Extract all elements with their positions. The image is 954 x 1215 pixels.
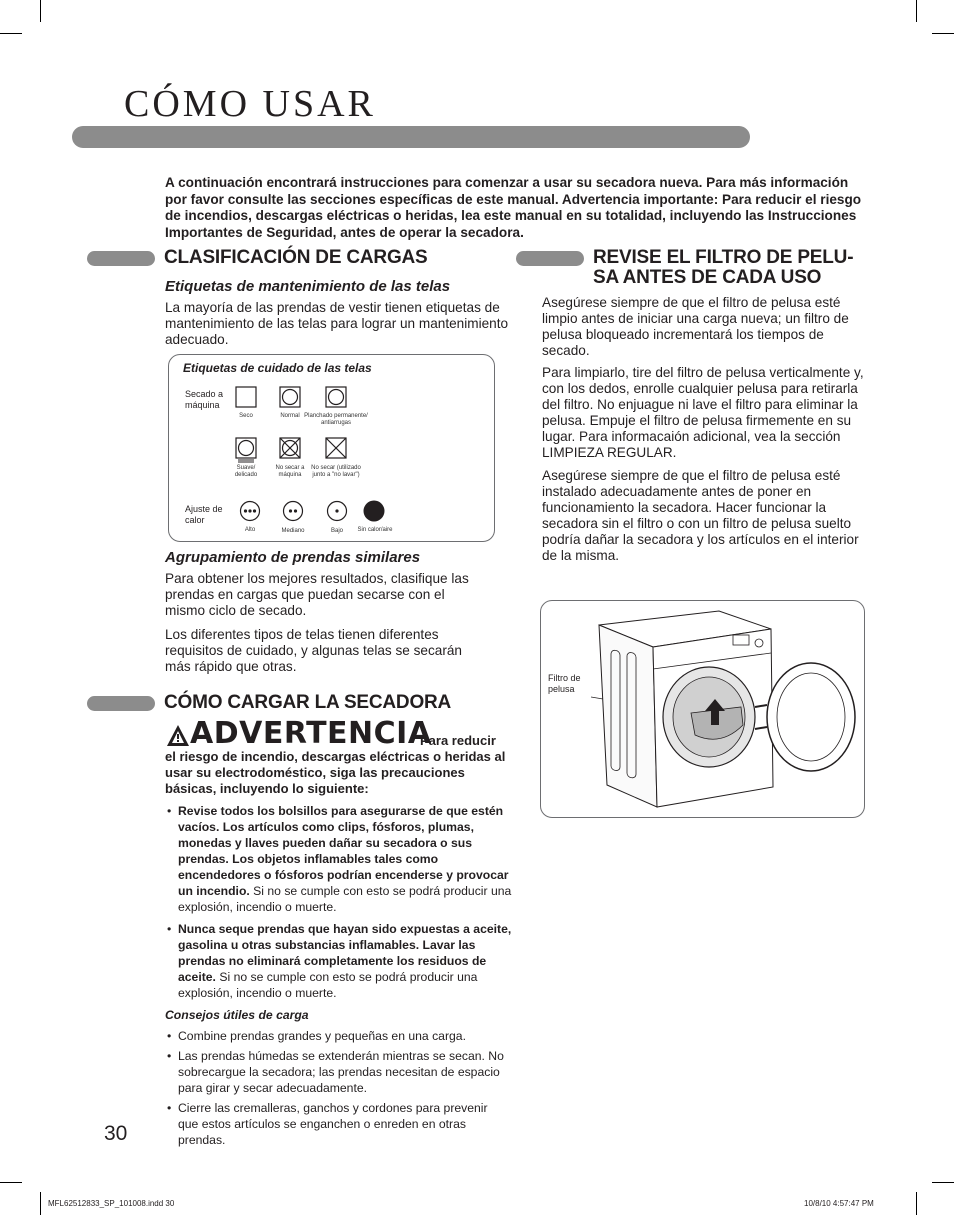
- grouping-paragraph-2: Los diferentes tipos de telas tienen diferentes requisitos de cuidado, y algunas telas se secarán más rápido que otras.: [165, 627, 462, 674]
- heat-label-high: Alto: [244, 527, 256, 533]
- warning-bullet: [165, 803, 513, 915]
- crop-mark: [40, 1192, 41, 1215]
- filter-heading: [593, 248, 853, 288]
- warning-intro-rest: el riesgo de incendio, descargas eléctricas o heridas al usar su electrodoméstico, siga las precauciones básicas, incluyendo lo siguiente:: [165, 749, 506, 796]
- grouping-paragraph-1: Para obtener los mejores resultados, clasifique las prendas en cargas que puedan secarse con el mismo ciclo de secado.: [165, 571, 469, 618]
- low-heat-icon: [326, 500, 348, 522]
- care-label-no-dry: No secar (utilizado junto a "no lavar"): [311, 465, 361, 478]
- warning-bullet-text: Si no se cumple con esto se podrá producir una explosión, incendio o muerte.: [178, 970, 478, 1000]
- warning-intro-start: Para reducir: [420, 733, 496, 748]
- filter-paragraph-2: Para limpiarlo, tire del filtro de pelusa verticalmente y, con los dedos, enrolle cualquier pelusa para retirarla del filtro. No enjuague ni lave el filtro para eliminar la pelusa. Empuje el filtro de pelusa firmemente en su lugar. Para informacaión adicional, vea la sección LIMPIEZA REGULAR.: [542, 365, 864, 460]
- care-label-permanent-press: Planchado permanente/ antiarrugas: [304, 413, 368, 426]
- footer-file: MFL62512833_SP_101008.indd 30: [48, 1199, 175, 1208]
- title-bar: [72, 126, 750, 148]
- high-heat-icon: [239, 500, 261, 522]
- dryer-illustration: [591, 607, 861, 813]
- dryer-figure-box: [540, 600, 865, 818]
- machine-dry-label: Secado a máquina: [185, 389, 224, 410]
- care-label-dry: Seco: [239, 413, 253, 419]
- grouping-subheading: Agrupamiento de prendas similares: [165, 549, 421, 566]
- no-heat-icon: [362, 499, 386, 523]
- loading-heading: CÓMO CARGAR LA SECADORA: [164, 692, 452, 713]
- warning-word: ADVERTENCIA: [190, 716, 432, 751]
- sorting-heading: CLASIFICACIÓN DE CARGAS: [164, 247, 428, 268]
- care-labels-paragraph: La mayoría de las prendas de vestir tienen etiquetas de mantenimiento de las telas para lograr un mantenimiento adecuado.: [165, 300, 509, 347]
- tips-list: [165, 1028, 510, 1148]
- heat-label-low: Bajo: [330, 528, 343, 534]
- do-not-dry-icon: [325, 437, 347, 459]
- crop-mark: [932, 33, 954, 34]
- care-label-no-machine-dry: No secar a máquina: [275, 465, 305, 478]
- filter-paragraph-1: Asegúrese siempre de que el filtro de pelusa esté limpio antes de iniciar una carga nueva; un filtro de pelusa bloqueado incrementará los tiempos de secado.: [542, 295, 849, 358]
- filter-paragraph-3: Asegúrese siempre de que el filtro de pelusa esté instalado adecuadamente antes de poner en funcionamiento la secadora. Hacer funcionar la secadora sin el filtro o con un filtro de pelusa suelto podría dañar la secadora y los artículos en el interior de la misma.: [542, 468, 859, 563]
- filter-heading-line1: REVISE EL FILTRO DE PELU-: [593, 247, 854, 268]
- tips-heading: Consejos útiles de carga: [165, 1008, 309, 1022]
- footer-date: 10/8/10 4:57:47 PM: [804, 1199, 874, 1208]
- section-pill: [516, 251, 584, 266]
- heat-label-medium: Mediano: [281, 528, 305, 534]
- care-box-title: Etiquetas de cuidado de las telas: [183, 361, 372, 375]
- crop-mark: [932, 1182, 954, 1183]
- medium-heat-icon: [282, 500, 304, 522]
- warning-bullet-text: Si no se cumple con esto se podrá producir una explosión, incendio o muerte.: [178, 884, 512, 914]
- tip-item: • Combine prendas grandes y pequeñas en una carga.: [165, 1028, 510, 1044]
- delicate-icon: [235, 437, 257, 463]
- crop-mark: [916, 0, 917, 22]
- lint-filter-label: Filtro de pelusa: [548, 673, 581, 694]
- filter-heading-line2: SA ANTES DE CADA USO: [593, 267, 822, 288]
- do-not-tumble-dry-icon: [279, 437, 301, 459]
- heat-label-no-heat: Sin calor/aire: [357, 527, 393, 533]
- care-label-normal: Normal: [280, 413, 300, 419]
- heat-setting-label: Ajuste de calor: [185, 504, 223, 525]
- crop-mark: [40, 0, 41, 22]
- page-number: 30: [104, 1122, 128, 1145]
- care-label-box: [168, 354, 495, 542]
- page-title: CÓMO USAR: [124, 83, 376, 125]
- tip-item: • Cierre las cremalleras, ganchos y cordones para prevenir que estos artículos se enganchen o enreden en otras prendas.: [165, 1100, 510, 1148]
- warning-bullet-bold: Revise todos los bolsillos para asegurarse de que estén vacíos. Los artículos como clips, fósforos, plumas, monedas y llaves pueden dañar su secadora o sus prendas. Los objetos inflamables tales como encendedores o fósforos podrían encenderse y provocar un incendio.: [178, 804, 509, 898]
- crop-mark: [0, 1182, 22, 1183]
- warning-bullets: [165, 803, 513, 1001]
- intro-text: A continuación encontrará instrucciones para comenzar a usar su secadora nueva. Para más información por favor consulte las secciones específicas de este manual. Advertencia importante: Para reducir el riesgo de incendios, descargas eléctricas o heridas, lea este manual en su totalidad, incluyendo las Instrucciones Importantes de Seguridad, antes de operar la secadora.: [165, 175, 862, 240]
- warning-triangle-icon: [166, 724, 190, 747]
- tumble-dry-normal-icon: [279, 386, 301, 408]
- care-labels-subheading: Etiquetas de mantenimiento de las telas: [165, 278, 451, 295]
- permanent-press-icon: [325, 386, 347, 408]
- warning-bullet: [165, 921, 513, 1001]
- warning-bullet-bold: Nunca seque prendas que hayan sido expuestas a aceite, gasolina u otras substancias inflamables. Lavar las prendas no eliminará completamente los residuos de aceite.: [178, 922, 512, 984]
- tumble-dry-any-icon: [235, 386, 257, 408]
- section-pill: [87, 251, 155, 266]
- crop-mark: [916, 1192, 917, 1215]
- tip-item: • Las prendas húmedas se extenderán mientras se secan. No sobrecargue la secadora; las prendas necesitan de espacio para girar y secar adecuadamente.: [165, 1048, 510, 1096]
- crop-mark: [0, 33, 22, 34]
- section-pill: [87, 696, 155, 711]
- care-label-delicate: Suave/ delicado: [234, 465, 258, 478]
